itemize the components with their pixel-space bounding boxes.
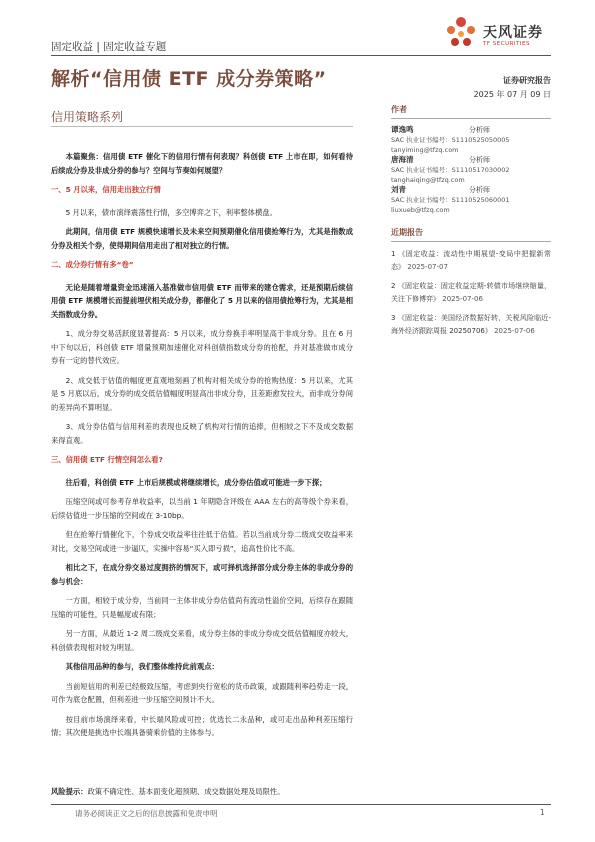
recent-report-item[interactable] — [391, 248, 551, 274]
recent-report-item[interactable] — [391, 312, 551, 338]
report-type: 证券研究报告 — [503, 76, 551, 85]
report-date: 2025 年 07 月 09 日 — [473, 90, 551, 99]
section-heading: 一、5 月以来，信用走出独立行情 — [51, 185, 161, 194]
recent-reports — [391, 227, 551, 338]
author-email[interactable]: tanghaiqing@tfzq.com — [391, 176, 465, 184]
logo-text-cn: 天风证券 — [483, 25, 543, 41]
author-email[interactable]: tanyiming@tfzq.com — [391, 146, 459, 154]
recent-report-item[interactable] — [391, 280, 551, 306]
author-sac: SAC 执业证书编号：S1110525060001 — [391, 196, 510, 204]
author-name: 刘青 — [391, 185, 406, 194]
risk-warning — [51, 785, 551, 798]
body-paragraph: 无论是随着增量资金迅速涌入基准做市信用债 ETF 而带来的建仓需求，还是预期后续信用债 ETF 规模增长而提前埋伏相关成分券，都催化了 5 月以来的信用债抢筹行为，尤其是相关指数成分券。 — [51, 282, 353, 319]
author-sac: SAC 执业证书编号：S1110517030002 — [391, 166, 510, 174]
title-divider — [51, 126, 353, 127]
body-paragraph: 2、成交低于估值的幅度更直观地刻画了机构对相关成分券的抢购热度：5 月以来，尤其是 5 月底以后，成分券的成交低估值幅度明显高出非成分券，且差距愈发拉大，而非成分券间的差异尚不算明显。 — [51, 375, 353, 412]
body-paragraph: 按目前市场演绎来看，中长端风险或可控；优选长二永品种，或可走出品种利差压缩行情；其次便是挑选中长端具备骑乘价值的主体参与。 — [51, 714, 353, 737]
recent-heading: 近期报告 — [391, 227, 551, 242]
body-paragraph: 3、成分券估值与信用利差的表现也反映了机构对行情的追捧，但相较之下不及成交数据来得直观。 — [51, 422, 353, 445]
body-paragraph: 另一方面，从最近 1-2 周二级成交来看，成分券主体的非成分券成交低估值幅度亦较大，科创债表现相对较为明显。 — [51, 629, 353, 652]
authors-heading: 作者 — [391, 104, 551, 119]
section-heading: 二、成分券行情有多“卷” — [51, 260, 134, 269]
footer-divider — [51, 804, 551, 805]
author-card — [391, 125, 551, 155]
author-name: 唐海清 — [391, 155, 414, 164]
body-paragraph: 5 月以来，债市演绎震荡性行情，多空博弈之下，利率整体横盘。 — [65, 207, 277, 217]
logo-emblem-icon — [441, 14, 481, 54]
recent-report-date: 2025-07-06 — [442, 295, 483, 303]
author-card — [391, 185, 551, 215]
author-role: 分析师 — [469, 156, 490, 164]
author-role: 分析师 — [469, 126, 490, 134]
recent-report-title: 3 《固定收益：美国经济数据好转，关税风险临近-海外经济跟踪周报 20250706》 — [391, 314, 551, 335]
main-body — [51, 150, 353, 746]
recent-report-title: 2 《固定收益：固定收益定期-转债市场继续缩量，关注下修博弈》 — [391, 282, 551, 303]
body-paragraph: 当前短信用的利差已经极致压缩，考虑到央行宽松的货币政策，或跟随利率趋势走一段，可作为底仓配置，但利差进一步压缩空间预计不大。 — [51, 681, 353, 704]
body-paragraph: 相比之下，在成分券交易过度拥挤的情况下，或可择机选择部分成分券主体的非成分券的参与机会： — [51, 563, 353, 586]
page-subtitle: 信用策略系列 — [51, 110, 124, 124]
author-email[interactable]: liuxueb@tfzq.com — [391, 206, 450, 214]
section-heading: 三、信用债 ETF 行情空间怎么看? — [51, 455, 163, 464]
author-card — [391, 155, 551, 185]
recent-report-date: 2025-07-07 — [407, 263, 448, 271]
body-paragraph: 此期间，信用债 ETF 规模快速增长及未来空间预期催化信用债抢筹行为，尤其是指数成分券及相关个券，使得期间信用走出了相对独立的行情。 — [51, 227, 353, 250]
body-paragraph: 其他信用品种的参与，我们整体维持此前观点： — [65, 662, 219, 671]
intro-paragraph: 本篇聚焦：信用债 ETF 催化下的信用行情有何表现？科创债 ETF 上市在即，如何看待后续成分券及非成分券的参与？空间与节奏如何展望？ — [51, 152, 353, 175]
body-paragraph: 压缩空间或可参考存单收益率，以当前 1 年期隐含评级在 AAA 左右的高等级个券来看，后续估值进一步压缩的空间或在 3-10bp。 — [51, 497, 353, 520]
author-role: 分析师 — [469, 186, 490, 194]
page-number: 1 — [540, 808, 545, 817]
body-paragraph: 1、成分券交易活跃度显著提高：5 月以来，成分券换手率明显高于非成分券。且在 6 月中下旬以后，科创债 ETF 增量预期加速催化对科创债指数成分券的抢配，并对基准做市成分券有一定的替代效应。 — [51, 329, 353, 365]
logo-text-en: TF SECURITIES — [483, 41, 530, 47]
page-title: 解析“信用债 ETF 成分券策略” — [51, 68, 327, 90]
body-paragraph: 往后看，科创债 ETF 上市后规模或将继续增长，成分券估值或可能进一步下探； — [65, 477, 327, 487]
recent-report-title: 1 《固定收益：流动性中期展望-变局中把握新常态》 — [391, 250, 551, 271]
header-divider — [51, 55, 551, 56]
risk-text: 政策不确定性、基本面变化超预期、成交数据处理及局限性。 — [87, 787, 285, 796]
author-name: 谭逸鸣 — [391, 125, 414, 134]
risk-label: 风险提示： — [51, 787, 88, 796]
footer-disclaimer: 请务必阅读正文之后的信息披露和免责申明 — [75, 809, 218, 818]
body-paragraph: 一方面，相较于成分券，当前同一主体非成分券估值尚有流动性溢价空间，后续存在跟随压缩的可能性，只是幅度或有限； — [51, 596, 353, 619]
author-sac: SAC 执业证书编号：S1110525050005 — [391, 136, 510, 144]
header-category: 固定收益 | 固定收益专题 — [51, 41, 167, 53]
recent-report-date: 2025-07-06 — [494, 327, 535, 335]
sidebar — [391, 104, 551, 344]
body-paragraph: 但在抢筹行情催化下，个券成交收益率往往低于估值。若以当前成分券二级成交收益率来对比，交易空间或进一步逼仄，实操中容易“买入即亏损”，追高性价比不高。 — [51, 530, 353, 553]
